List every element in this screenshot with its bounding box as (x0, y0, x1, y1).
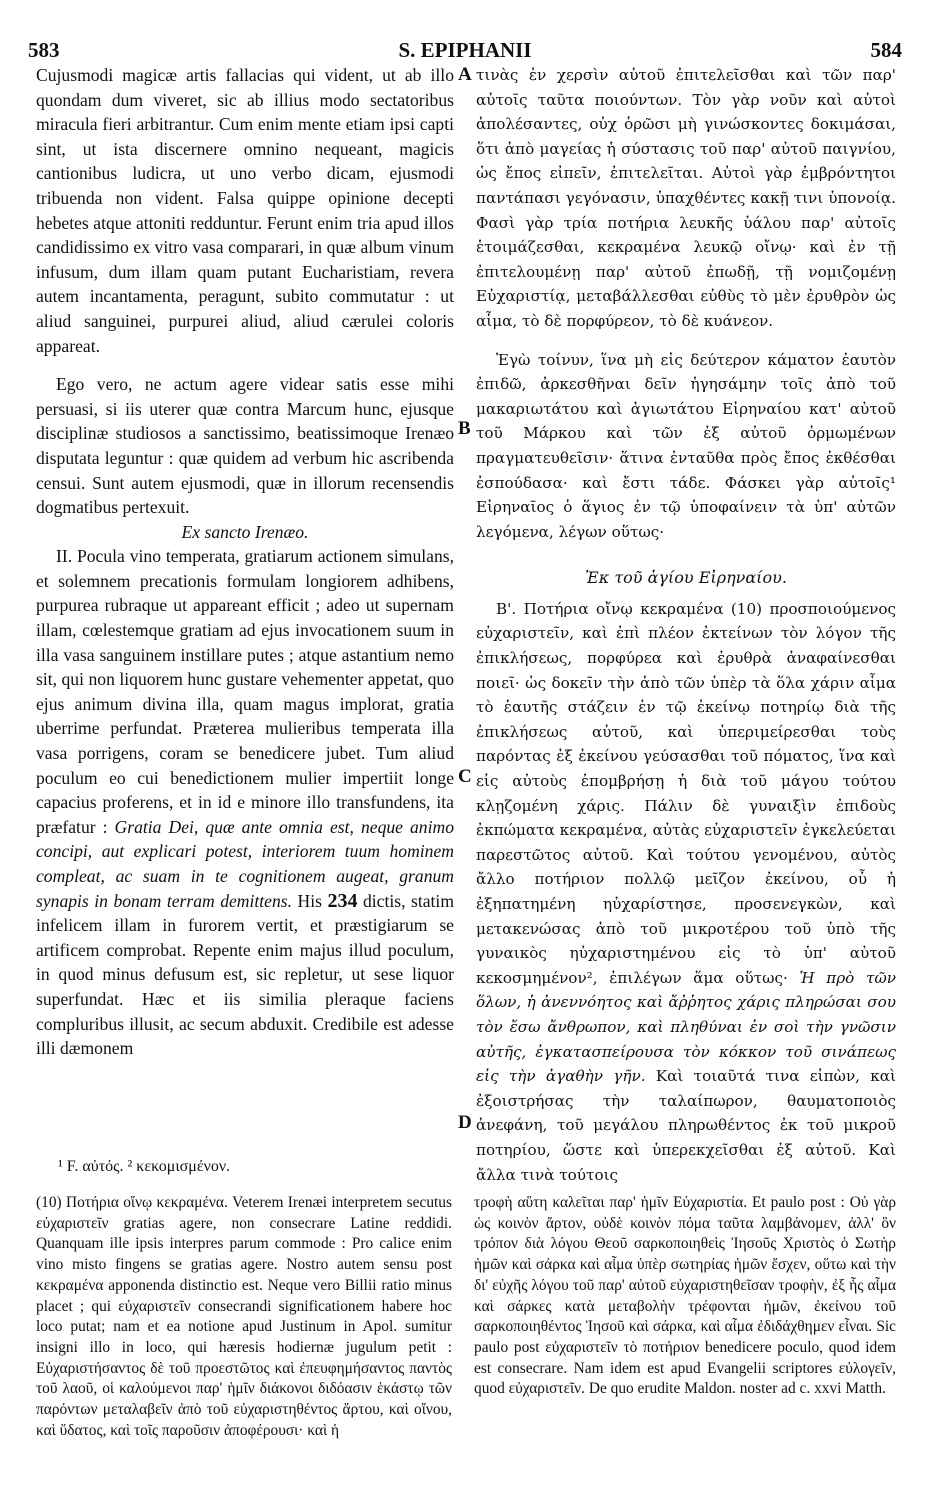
page-number-left: 583 (28, 38, 60, 62)
note-left-text: (10) Ποτήρια οἴνῳ κεκραμένα. Veterem Irenæi interpretem secutus εὐχαριστεῖν gratias agere, non consecrare Latine reddidi. Quanquam ille ipsis interpres parum commode : Pro calice enim vino misto fingens se gratias agere. Nostro autem sensu post κεκραμένα apponenda distinctio est. Neque vero Billii ratio minus placet ; qui εὐχαριστεῖν consecrandi significationem habere hoc loco putat; nam et ea notione apud Justinum in Apol. sumitur insigni illo in loco, qui hæresis hodiernæ jugulum petit : Εὐχαριστήσαντος δὲ τοῦ προεστῶτος καὶ ἐπευφημήσαντος παντὸς τοῦ λαοῦ, οἱ καλούμενοι παρ' ἡμῖν διάκονοι διδόασιν ἑκάστῳ τῶν παρόντων μεταλαβεῖν ἀπὸ τοῦ εὐχαριστηθέντος ἄρτου, καὶ οἴνου, καὶ ὕδατος, καὶ τοῖς παροῦσιν ἀποφέρουσι· καὶ ἡ (36, 1194, 452, 1439)
latin-paragraph-3-text: II. Pocula vino temperata, gratiarum actionem simulans, et solemnem precationis formulam longiorem adhibens, purpurea rubraque ut appareant efficit ; adeo ut supernam illam, cœlestemque gratiam ad ejus invocationem suum in illa vasa sanguinem instillare putes ; atque astantium nemo sit, qui non liquorem hunc gustare vehementer appetat, quo ejus animum divina illa, quam magus implorat, gratia uberrime perfundat. Præterea mulieribus temperata illa vasa porrigens, coram se benedicere jubet. Tum aliud poculum eo cui benedictionem mulier impertiit longe capacius proferens, et in id e minore illo transfundens, ita præfatur : (36, 546, 454, 837)
latin-paragraph-3-end: dictis, statim infelicem illam in furorem vertit, et præstigiarum se artificem comprobat. Repente enim majus illud poculum, in quod minus defusum est, sic repletur, ut sese liquor superfundat. Hæc et iis similia pleraque faciens compluribus illusit, ac secum abduxit. Credibile est adesse illi dæmonem (36, 890, 455, 1059)
greek-paragraph-2: Ἐγὼ τοίνυν, ἵνα μὴ εἰς δεύτερον κάματον ἐαυτὸν ἐπιδῶ, ἀρκεσθῆναι δεῖν ἡγησάμην τοῖς ἀπὸ τοῦ μακαριωτάτου καὶ ἁγιωτάτου Εἰρηναίου κατ' αὐτοῦ τοῦ Μάρκου καὶ τῶν ἐξ αὐτοῦ ὁρμωμένων πραγματευθεῖσιν· ἅτινα ἐνταῦθα πρὸς ἔπος ἐκθέσθαι ἐσπούδασα· καὶ ἔστι τάδε. Φάσκει γὰρ αὐτοῖς¹ Εἰρηναῖος ὁ ἅγιος ἐν τῷ ὑποφαίνειν τὰ ὑπ' αὐτῶν λεγόμενα, λέγων οὕτως· (476, 350, 896, 541)
marker-b: B (458, 418, 471, 439)
note-right-text: τροφὴ αὕτη καλεῖται παρ' ἡμῖν Εὐχαριστία. Et paulo post : Οὐ γὰρ ὡς κοινὸν ἄρτον, οὐδὲ κοινὸν πόμα ταῦτα λαμβάνομεν, ἀλλ' ὃν τρόπον διὰ λόγου Θεοῦ σαρκοποιηθεὶς Ἰησοῦς Χριστὸς ὁ Σωτὴρ ἡμῶν καὶ σάρκα καὶ αἷμα ὑπὲρ σωτηρίας ἡμῶν ἔσχεν, οὕτω καὶ τὴν δι' εὐχῆς λόγου τοῦ παρ' αὐτοῦ εὐχαριστηθεῖσαν τροφὴν, ἐξ ἧς αἷμα καὶ σάρκες κατὰ μεταβολὴν τρέφονται ἡμῶν, ἐκείνου τοῦ σαρκοποιηθέντος Ἰησοῦ καὶ σάρκα, καὶ αἷμα ἐδιδάχθημεν εἶναι. Sic paulo post εὐχαριστεῖν τὸ ποτήριον benedicere poculo, quod idem est consecrare. Nam idem est apud Evangelii scriptores εὐλογεῖν, quod εὐχαριστεῖν. De quo erudite Maldon. noster ad c. xxvi Matth. (474, 1194, 896, 1398)
page-number-right: 584 (870, 38, 902, 62)
running-title: S. EPIPHANII (398, 38, 532, 62)
latin-quotation: Gratia Dei, quæ ante omnia est, neque animo concipi, aut explicari potest, interiorem tuum hominem compleat, ac suam in te cognitionem augeat, granum synapis in bonam terram demittens. (36, 816, 454, 911)
greek-paragraph-3-end: Καὶ τοιαῦτά τινα εἰπὼν, καὶ ἐξοιστρήσας τὴν ταλαίπωρον, θαυματοποιὸς ἀνεφάνη, τοῦ μεγάλου πληρωθέντος ἐκ τοῦ μικροῦ ποτηρίου, ὥστε καὶ ὑπερεκχεῖσθαι ἐξ αὐτοῦ. Καὶ ἄλλα τινὰ τούτοις (476, 1067, 896, 1184)
latin-paragraph-2: Ego vero, ne actum agere videar satis esse mihi persuasi, si iis uterer quæ contra Marcum hunc, ejusque disciplinæ studiosos a sanctissimo, beatissimoque Irenæo disputata leguntur : quæ quidem ad verbum hic ascribenda censui. Sunt autem ejusmodi, quæ in illorum recensendis dogmatibus pertexuit. (36, 374, 454, 518)
latin-column (36, 63, 454, 1061)
footnote-line: ¹ F. αὐτός. ² κεκομισμένον. (58, 1158, 231, 1175)
greek-section-title: Ἐκ τοῦ ἁγίου Εἰρηναίου. (585, 568, 787, 588)
latin-section-title: Ex sancto Irenæo. (181, 521, 309, 542)
greek-quotation: Ἡ πρὸ τῶν ὅλων, ἡ ἀνεννόητος καὶ ἄῤῥητος χάρις πληρώσαι σου τὸν ἔσω ἄνθρωπον, καὶ πληθύναι ἐν σοὶ τὴν γνῶσιν αὐτῆς, ἐγκατασπείρουσα τὸν κόκκον τοῦ σινάπεως εἰς τὴν ἀγαθὴν γῆν. (476, 968, 896, 1086)
note-right (474, 1193, 896, 1400)
latin-paragraph-3 (36, 544, 454, 1060)
column-number: 234 (327, 889, 358, 912)
marker-c: C (458, 766, 472, 787)
latin-paragraph-3-his: His (297, 890, 322, 911)
marker-a: A (458, 64, 472, 85)
greek-paragraph-3-text: Β'. Ποτήρια οἴνῳ κεκραμένα (10) προσποιούμενος εὐχαριστεῖν, καὶ ἐπὶ πλέον ἐκτείνων τὸν λόγον τῆς ἐπικλήσεως, πορφύρεα καὶ ἐρυθρὰ ἀναφαίνεσθαι ποιεῖ· ὡς δοκεῖν τὴν ἀπὸ τῶν ὑπὲρ τὰ ὅλα χάριν αἷμα τὸ ἑαυτῆς στάζειν ἐν τῷ ἐκείνῳ ποτηρίῳ διὰ τῆς ἐπικλήσεως αὐτοῦ, καὶ ὑπεριμείρεσθαι τοὺς παρόντας ἐξ ἐκείνου γεύσασθαι τοῦ πόματος, ἵνα καὶ εἰς αὐτοὺς ἐπομβρήσῃ ἡ διὰ τοῦ μάγου τούτου κλῃζομένη χάρις. Πάλιν δὲ γυναιξὶν ἐπιδοὺς ἐκπώματα κεκραμένα, αὐτὰς εὐχαριστεῖν ἐγκελεύεται παρεστῶτος αὐτοῦ. Καὶ τούτου γενομένου, αὐτὸς ἄλλο ποτήριον πολλῷ μεῖζον ἐκείνου, οὗ ἡ ἐξηπατημένη ηὐχαρίστησε, προσενεγκὼν, καὶ μετακενώσας ἀπὸ τοῦ μικροτέρου τοῦ ὑπὸ τῆς γυναικὸς ηὐχαριστημένου εἰς τὸ ὑπ' αὐτοῦ κεκοσμημένον², ἐπιλέγων ἅμα οὕτως· (476, 599, 896, 987)
marker-d: D (458, 1112, 472, 1133)
greek-paragraph-1: τινὰς ἐν χερσὶν αὐτοῦ ἐπιτελεῖσθαι καὶ τῶν παρ' αὐτοῖς ταῦτα ποιούντων. Τὸν γὰρ νοῦν καὶ αὐτοὶ ἀπολέσαντες, οὐχ ὁρῶσι μὴ γινώσκοντες δοκιμάσαι, ὅτι ἀπὸ μαγείας ἡ σύστασις τοῦ παρ' αὐτοῦ παιγνίου, ὡς ἔπος εἰπεῖν, ἐπιτελεῖται. Αὐτοὶ γὰρ ἐμβρόντητοι παντάπασι γεγόνασιν, ὑπαχθέντες κακῇ τινι ὑπονοίᾳ. Φασὶ γὰρ τρία ποτήρια λευκῆς ὑάλου παρ' αὐτοῖς ἑτοιμάζεσθαι, κεκραμένα λευκῷ οἴνῳ· καὶ ἐν τῇ ἐπιτελουμένῃ παρ' αὐτοῦ ἐπωδῇ, τῇ νομιζομένῃ Εὐχαριστίᾳ, μεταβάλλεσθαι εὐθὺς τὸ μὲν ἐρυθρὸν ὡς αἷμα, τὸ δὲ πορφύρεον, τὸ δὲ κυάνεον. (476, 66, 896, 330)
note-left (36, 1193, 452, 1441)
greek-paragraph-3 (476, 597, 896, 1187)
latin-paragraph-1: Cujusmodi magicæ artis fallacias qui vident, ut ab illo quondam dum viveret, sic ab illius modo sectatoribus miracula fieri arbitrantur. Cum enim mente etiam ipsi capti sint, ut ista discernere omnino nequeant, magicis cantionibus ludicra, ut uno verbo dicam, ejusmodi tribuenda non vident. Falsa quippe opinione decepti hebetes atque attoniti redduntur. Ferunt enim tria apud illos candidissimo ex vitro vasa comparari, in quæ album vinum infusum, dum illam quam putant Eucharistiam, revera autem incantamenta, peragunt, subito commutatur : ut aliud sanguinei, purpurei aliud, aliud cærulei coloris appareat. (36, 65, 454, 356)
greek-column (476, 63, 896, 1187)
